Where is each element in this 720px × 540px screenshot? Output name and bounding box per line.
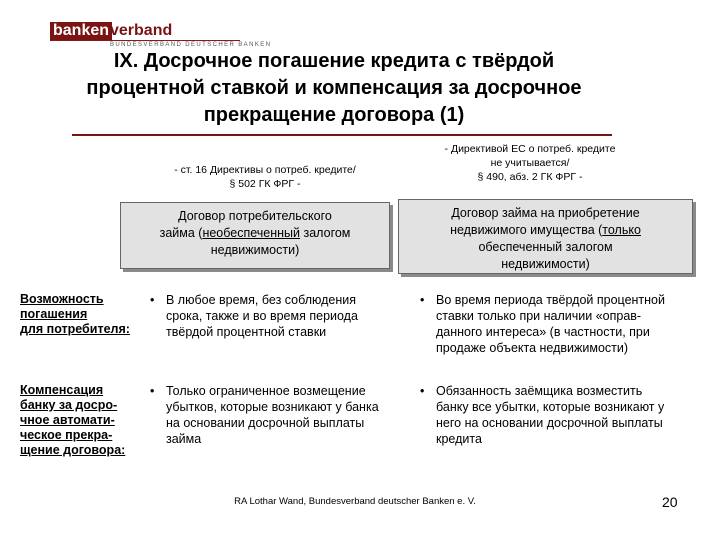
text-line: ставки только при наличии «оправ-: [436, 309, 642, 323]
text-line: займа: [166, 432, 202, 446]
bullet: •: [150, 293, 155, 307]
row-1-label-line: для потребителя:: [20, 322, 130, 336]
text-line: на основании досрочной выплаты: [166, 416, 365, 430]
box-right-line-1: Договор займа на приобретение: [451, 206, 640, 220]
legal-note-left: [150, 163, 380, 191]
text-line: срока, также и во время периода: [166, 309, 358, 323]
text-line: Обязанность заёмщика возместить: [436, 384, 643, 398]
row-2-label-line: щение договора:: [20, 443, 126, 457]
title-divider: [72, 134, 612, 136]
logo-text: verband: [110, 22, 173, 39]
footer-author: RA Lothar Wand, Bundesverband deutscher Banken e. V.: [234, 496, 476, 507]
slide-title: [14, 48, 654, 129]
row-2-label-line: ческое прекра-: [20, 428, 113, 442]
box-left-underlined: необеспеченный: [202, 226, 301, 240]
row-2-left-text: [166, 383, 379, 447]
bankenverband-logo: [50, 22, 272, 50]
bullet: •: [420, 293, 425, 307]
box-right-line-2: [399, 222, 692, 239]
box-left-line-3: недвижимости): [210, 243, 300, 257]
logo-subtitle: BUNDESVERBAND DEUTSCHER BANKEN: [110, 42, 272, 48]
note-right-line-2: не учитывается/: [490, 157, 570, 169]
text-line: данного интереса» (в частности, при: [436, 325, 650, 339]
text-line: Во время периода твёрдой процентной: [436, 293, 665, 307]
box-left-line-1: Договор потребительского: [178, 209, 332, 223]
logo-boxed-text: banken: [50, 22, 112, 40]
row-label-compensation: [20, 383, 150, 458]
row-1-label-line: Возможность: [20, 292, 104, 306]
box-right-line-2-pre: недвижимого имущества (: [450, 223, 603, 237]
legal-note-right: [415, 142, 645, 184]
box-right-line-4: недвижимости): [501, 257, 590, 271]
row-1-right-text: [436, 292, 665, 356]
note-right-line-3: § 490, абз. 2 ГК ФРГ -: [477, 171, 583, 183]
consumer-loan-box: [120, 202, 390, 269]
row-2-label-line: банку за досро-: [20, 398, 118, 412]
bullet: •: [150, 384, 155, 398]
row-1-left-text: [166, 292, 358, 340]
text-line: твёрдой процентной ставки: [166, 325, 327, 339]
text-line: кредита: [436, 432, 482, 446]
box-left-line-2-post: залогом: [300, 226, 351, 240]
bullet: •: [420, 384, 425, 398]
text-line: него на основании досрочной выплаты: [436, 416, 663, 430]
row-label-repayment: [20, 292, 150, 337]
text-line: В любое время, без соблюдения: [166, 293, 357, 307]
row-2-right-text: [436, 383, 664, 447]
text-line: Только ограниченное возмещение: [166, 384, 366, 398]
real-estate-loan-box: [398, 199, 693, 274]
text-line: банку все убытки, которые возникают у: [436, 400, 665, 414]
title-line-3: прекращение договора (1): [203, 104, 465, 126]
text-line: убытков, которые возникают у банка: [166, 400, 379, 414]
text-line: продаже объекта недвижимости): [436, 341, 629, 355]
box-left-line-2-pre: займа (: [159, 226, 203, 240]
box-right-underlined: только: [602, 223, 641, 237]
box-left-line-2: [121, 225, 389, 242]
box-right-line-3: обеспеченный залогом: [478, 240, 613, 254]
note-left-line-2: § 502 ГК ФРГ -: [229, 178, 301, 190]
row-2-label-line: Компенсация: [20, 383, 104, 397]
note-left-line-1: - ст. 16 Директивы о потреб. кредите/: [174, 164, 356, 176]
page-number: 20: [662, 494, 678, 510]
row-2-label-line: чное автомати-: [20, 413, 115, 427]
note-right-line-1: - Директивой ЕС о потреб. кредите: [444, 143, 616, 155]
title-line-2: процентной ставкой и компенсация за досрочное: [86, 77, 582, 99]
row-1-label-line: погашения: [20, 307, 88, 321]
title-line-1: IX. Досрочное погашение кредита с твёрдой: [113, 50, 555, 72]
